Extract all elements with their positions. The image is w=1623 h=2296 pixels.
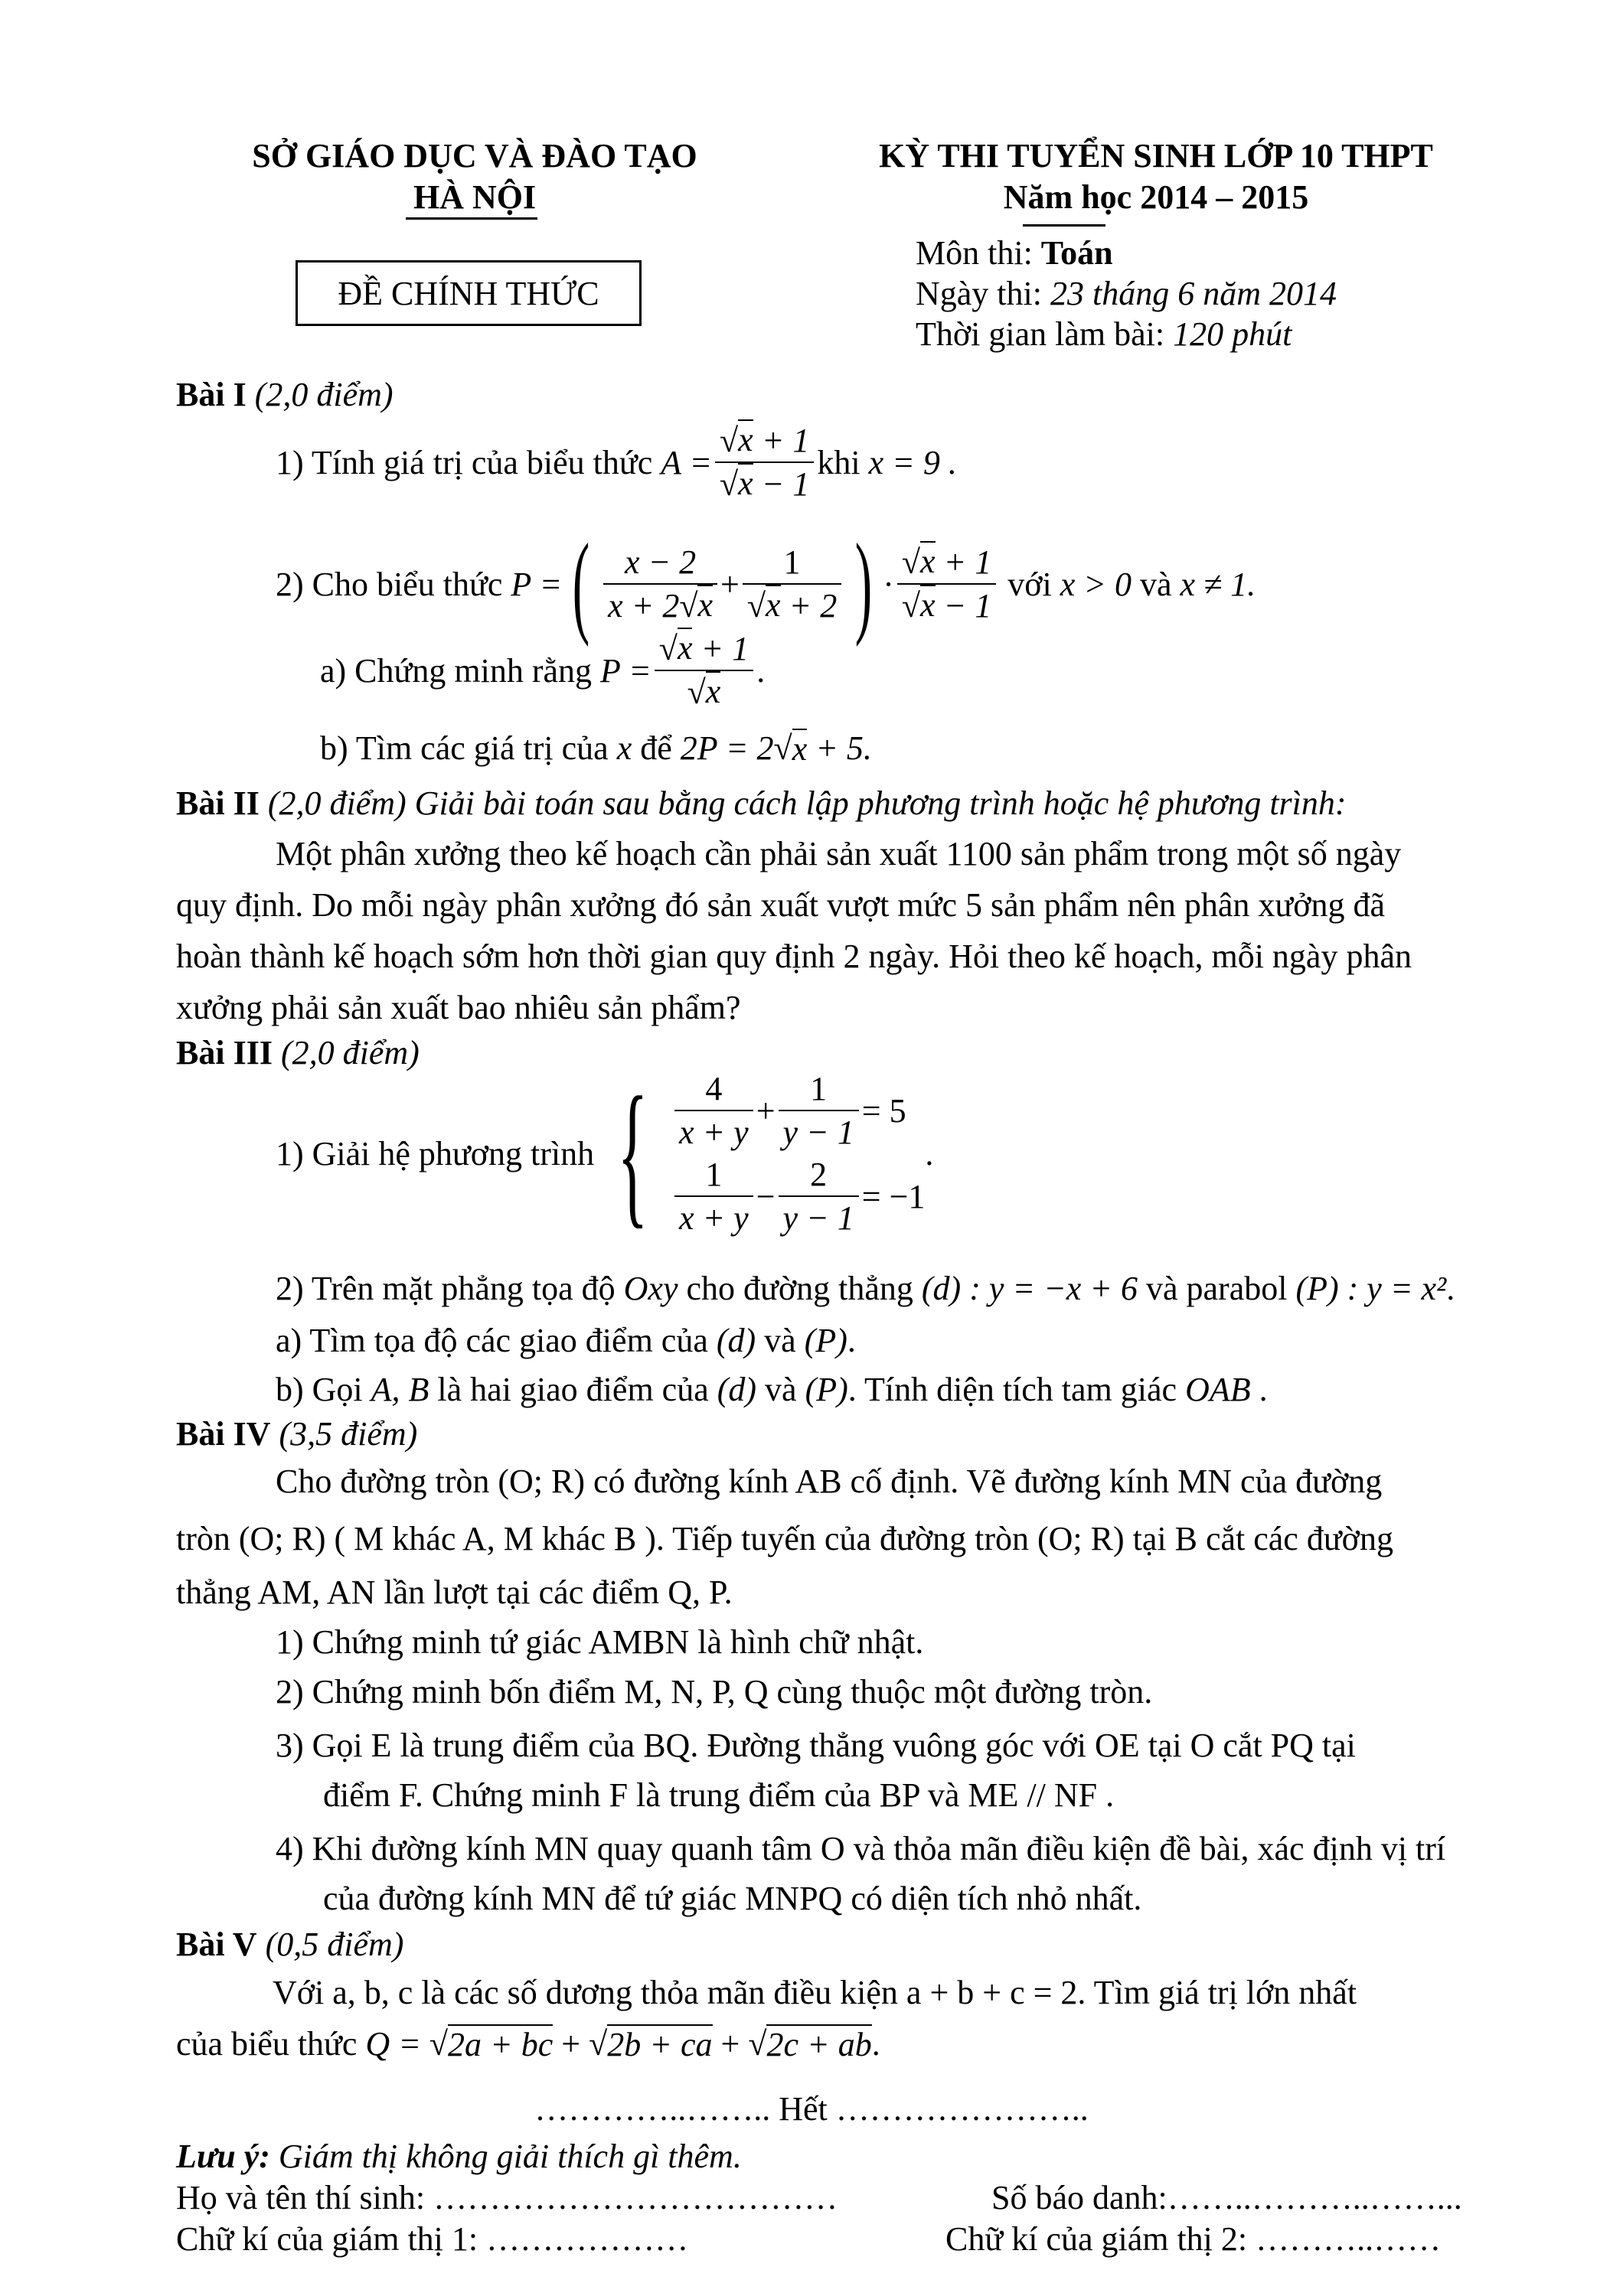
bai4-intro-line: Cho đường tròn (O; R) có đường kính AB cố định. Vẽ đường kính MN của đường — [276, 1463, 1383, 1500]
proctor1-signature-field: Chữ kí của giám thị 1: ……………… — [176, 2220, 689, 2258]
department-name: SỞ GIÁO DỤC VÀ ĐÀO TẠO — [252, 137, 697, 174]
bai1-qa: a) Chứng minh rằng P = √ x + 1 √ x . — [320, 629, 766, 711]
bai3-heading: Bài III (2,0 điểm) — [176, 1034, 420, 1071]
bai3-qb: b) Gọi A, B là hai giao điểm của (d) và (P). Tính diện tích tam giác OAB . — [276, 1371, 1268, 1408]
equation-system — [671, 1068, 925, 1239]
bai4-item: của đường kính MN để tứ giác MNPQ có diện tích nhỏ nhất. — [323, 1880, 1142, 1917]
equation-1: $\frac{4}{x + y}$ + $\frac{1}{y - 1}$ = 5 — [671, 1068, 925, 1153]
bai5-line1: Với a, b, c là các số dương thỏa mãn điều kiện a + b + c = 2. Tìm giá trị lớn nhất — [273, 1974, 1357, 2011]
subject-value: Toán — [1040, 234, 1113, 272]
bai4-item: 3) Gọi E là trung điểm của BQ. Đường thẳng vuông góc với OE tại O cắt PQ tại — [276, 1727, 1356, 1764]
bai1-q2: 2) Cho biểu thức P = ( x − 2 x + 2 √ x + 1 √ x + 2 ) · √ x + 1 √ x − 1 với x > 0 và x ≠ 1. — [276, 520, 1256, 647]
official-exam-label: ĐỀ CHÍNH THỨC — [338, 274, 599, 312]
bai1-heading: Bài I (2,0 điểm) — [176, 376, 394, 413]
exam-date-value: 23 tháng 6 năm 2014 — [1050, 275, 1337, 312]
note: Lưu ý: Giám thị không giải thích gì thêm. — [176, 2138, 742, 2175]
official-exam-box — [296, 260, 642, 326]
bai4-intro-line: tròn (O; R) ( M khác A, M khác B ). Tiếp tuyến của đường tròn (O; R) tại B cắt các đường — [176, 1520, 1393, 1557]
exam-date-line: Ngày thi: 23 tháng 6 năm 2014 — [916, 275, 1337, 312]
bai3-q2: 2) Trên mặt phẳng tọa độ Oxy cho đường thẳng (d) : y = −x + 6 và parabol (P) : y = x². — [276, 1270, 1455, 1307]
subject-line: Môn thi: Toán — [916, 234, 1113, 272]
school-year: Năm học 2014 – 2015 — [1003, 178, 1309, 216]
bai3-qa: a) Tìm tọa độ các giao điểm của (d) và (P). — [276, 1322, 856, 1359]
bai5-line2: của biểu thức Q = √ 2a + bc + √ 2b + ca + √ 2c + ab . — [176, 2025, 880, 2063]
bai4-item: điểm F. Chứng minh F là trung điểm của BP và ME // NF . — [323, 1776, 1115, 1814]
bai5-heading: Bài V (0,5 điểm) — [176, 1926, 404, 1963]
bai2-line: quy định. Do mỗi ngày phân xưởng đó sản xuất vượt mức 5 sản phẩm nên phân xưởng đã — [176, 886, 1386, 924]
right-paren: ) — [854, 520, 873, 647]
equation-2: $\frac{1}{x + y}$ − $\frac{2}{y - 1}$ = −1 — [671, 1153, 925, 1239]
left-paren: ( — [572, 520, 590, 647]
candidate-name-field: Họ và tên thí sinh: ……………………………… — [176, 2179, 838, 2216]
city-underline — [406, 217, 537, 220]
exam-duration-line: Thời gian làm bài: 120 phút — [916, 315, 1292, 353]
fraction-A: √ x + 1 √ x − 1 — [715, 419, 814, 505]
bai2-line: xưởng phải sản xuất bao nhiêu sản phẩm? — [176, 989, 741, 1026]
city-name: HÀ NỘI — [413, 178, 537, 216]
exam-duration-value: 120 phút — [1173, 315, 1292, 353]
bai2-line: Một phân xưởng theo kế hoạch cần phải sản xuất 1100 sản phẩm trong một số ngày — [276, 835, 1402, 872]
bai2-heading: Bài II (2,0 điểm) Giải bài toán sau bằng cách lập phương trình hoặc hệ phương trình: — [176, 784, 1347, 822]
candidate-id-field: Số báo danh:……..………..……... — [991, 2179, 1462, 2216]
bai1-qb: b) Tìm các giá trị của x để 2P = 2 √ x + 5. — [320, 729, 872, 768]
year-underline — [1023, 224, 1105, 227]
bai4-heading: Bài IV (3,5 điểm) — [176, 1415, 418, 1453]
end-marker: …………..…….. Hết ………………….. — [534, 2090, 1089, 2128]
bai1-q1: 1) Tính giá trị của biểu thức A = √ x + 1 √ x − 1 khi x = 9 . — [276, 419, 957, 505]
bai4-intro-line: thẳng AM, AN lần lượt tại các điểm Q, P. — [176, 1574, 733, 1611]
exam-title: KỲ THI TUYỂN SINH LỚP 10 THPT — [879, 137, 1433, 174]
bai4-item: 2) Chứng minh bốn điểm M, N, P, Q cùng thuộc một đường tròn. — [276, 1673, 1153, 1711]
proctor2-signature-field: Chữ kí của giám thị 2: ………..…… — [945, 2220, 1442, 2258]
system-brace: { — [617, 1065, 648, 1242]
bai3-q1: 1) Giải hệ phương trình { $\frac{4}{x + y}$ + $\frac{1}{y - 1}$ = 5 $\frac{1}{x + y}$ − $\frac{2}{y - 1}$ = −1 . — [276, 1065, 934, 1242]
bai4-item: 1) Chứng minh tứ giác AMBN là hình chữ nhật. — [276, 1623, 924, 1661]
bai4-item: 4) Khi đường kính MN quay quanh tâm O và thỏa mãn điều kiện đề bài, xác định vị trí — [276, 1830, 1446, 1867]
bai2-line: hoàn thành kế hoạch sớm hơn thời gian quy định 2 ngày. Hỏi theo kế hoạch, mỗi ngày phân — [176, 938, 1412, 975]
